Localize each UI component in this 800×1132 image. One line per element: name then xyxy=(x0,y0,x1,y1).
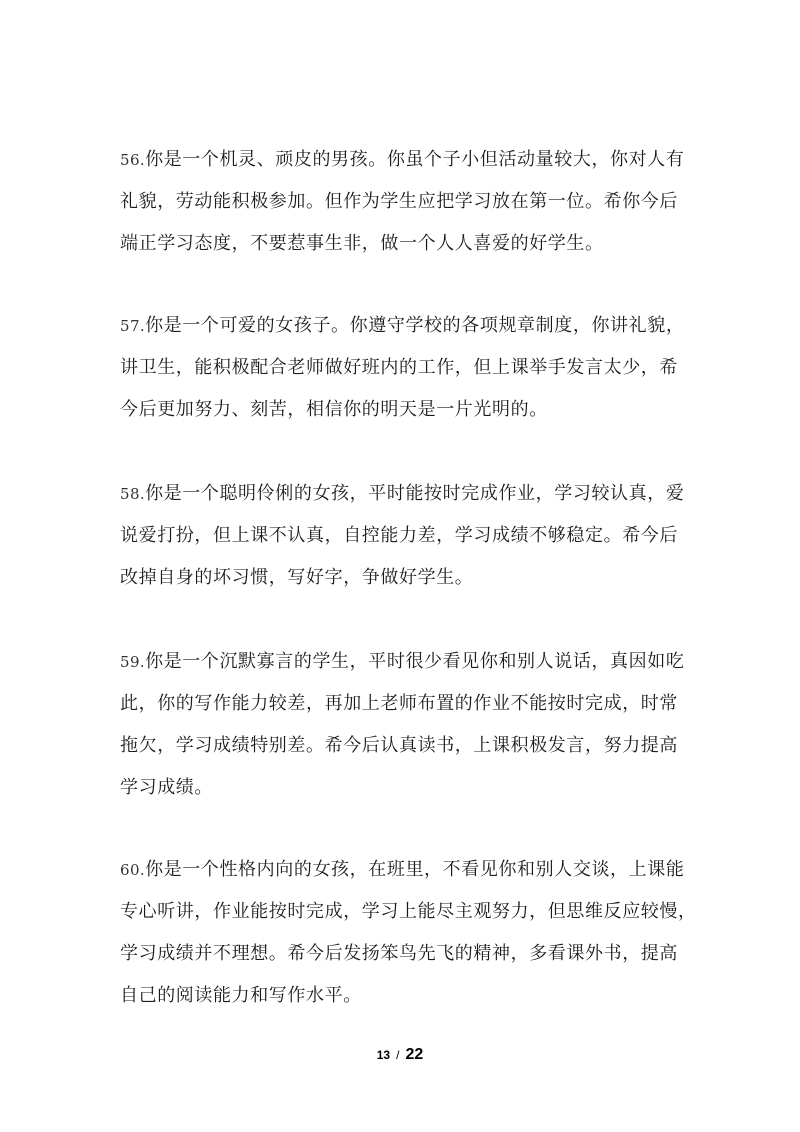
page-separator: / xyxy=(396,1048,400,1062)
total-pages-number: 22 xyxy=(405,1046,424,1063)
paragraph-text: 你是一个沉默寡言的学生，平时很少看见你和别人说话，真因如吃 xyxy=(145,651,685,672)
paragraph-text: 你是一个机灵、顽皮的男孩。你虽个子小但活动量较大，你对人有 xyxy=(145,149,685,170)
paragraph-line: 专心听讲，作业能按时完成，学习上能尽主观努力，但思维反应较慢， xyxy=(120,901,697,922)
current-page-number: 13 xyxy=(376,1048,391,1062)
paragraph-line: 此，你的写作能力较差，再加上老师布置的作业不能按时完成，时常 xyxy=(120,693,678,714)
paragraph-line: 拖欠，学习成绩特别差。希今后认真读书，上课积极发言，努力提高 xyxy=(120,735,678,756)
paragraph-line: 自己的阅读能力和写作水平。 xyxy=(120,985,362,1006)
paragraph-line xyxy=(120,858,684,882)
paragraph-text: 你是一个性格内向的女孩，在班里，不看见你和别人交谈，上课能 xyxy=(145,859,685,880)
paragraph-text: 你是一个可爱的女孩子。你遵守学校的各项规章制度，你讲礼貌， xyxy=(145,315,685,336)
paragraph-line: 讲卫生，能积极配合老师做好班内的工作，但上课举手发言太少，希 xyxy=(120,357,678,378)
paragraph-line: 今后更加努力、刻苦，相信你的明天是一片光明的。 xyxy=(120,399,548,420)
paragraph-number: 60. xyxy=(120,861,146,879)
paragraph-line: 端正学习态度，不要惹事生非，做一个人人喜爱的好学生。 xyxy=(120,233,604,254)
paragraph-number: 59. xyxy=(120,653,146,671)
paragraph-line: 学习成绩。 xyxy=(120,777,213,798)
page-number-footer xyxy=(0,1046,800,1064)
paragraph-line xyxy=(120,482,684,506)
paragraph-number: 58. xyxy=(120,485,146,503)
paragraph-number: 57. xyxy=(120,317,146,335)
paragraph-line xyxy=(120,148,684,172)
paragraph-number: 56. xyxy=(120,151,146,169)
paragraph-line: 礼貌，劳动能积极参加。但作为学生应把学习放在第一位。希你今后 xyxy=(120,191,678,212)
paragraph-line: 改掉自身的坏习惯，写好字，争做好学生。 xyxy=(120,567,474,588)
paragraph-line: 学习成绩并不理想。希今后发扬笨鸟先飞的精神，多看课外书，提高 xyxy=(120,943,678,964)
paragraph-text: 你是一个聪明伶俐的女孩，平时能按时完成作业，学习较认真，爱 xyxy=(145,483,685,504)
paragraph-line xyxy=(120,650,684,674)
paragraph-line: 说爱打扮，但上课不认真，自控能力差，学习成绩不够稳定。希今后 xyxy=(120,525,678,546)
paragraph-line xyxy=(120,314,684,338)
